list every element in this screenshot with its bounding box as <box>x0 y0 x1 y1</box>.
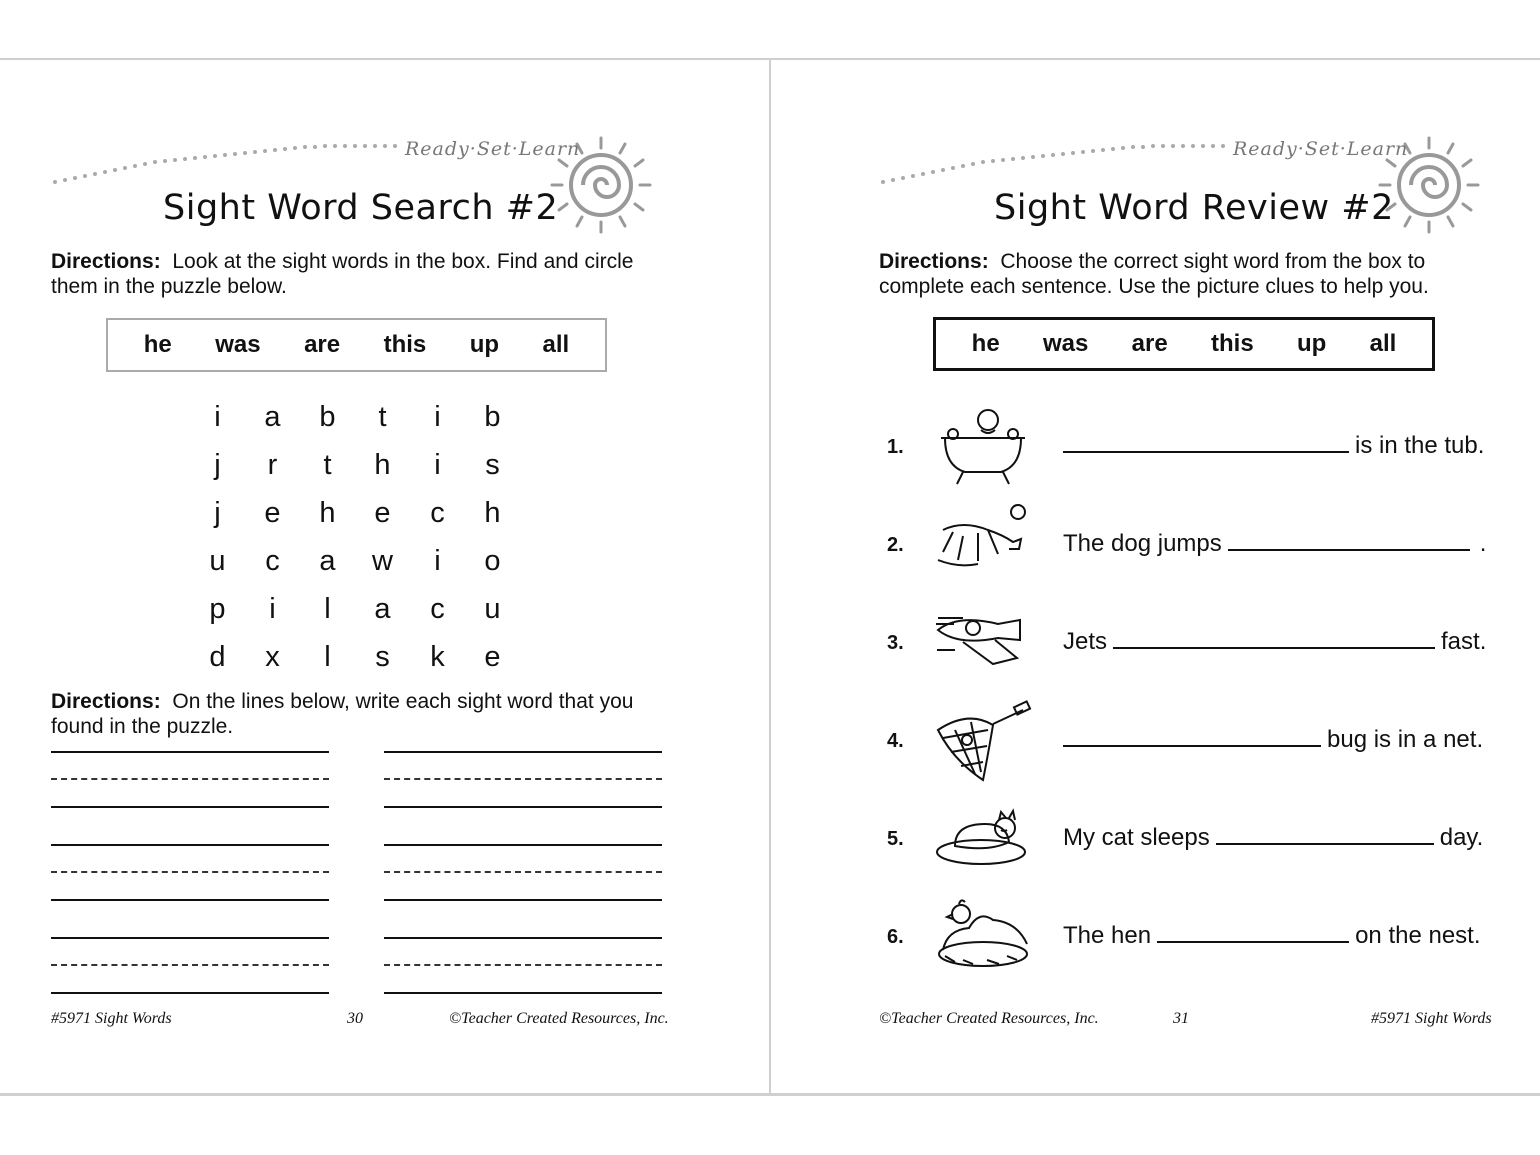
answer-blank[interactable] <box>1228 531 1470 551</box>
word-up: up <box>1297 330 1327 357</box>
puzzle-letter[interactable]: i <box>214 400 221 433</box>
question-row <box>828 900 1498 990</box>
puzzle-letter[interactable]: e <box>374 496 391 529</box>
answer-blank[interactable] <box>1063 727 1321 747</box>
writing-line-top[interactable] <box>51 844 329 846</box>
sentence-before: The dog jumps <box>1063 530 1222 557</box>
puzzle-letter[interactable]: d <box>209 640 226 673</box>
brand-logo-text: Ready·Set·Learn <box>405 138 581 160</box>
puzzle-letter[interactable]: t <box>378 400 387 433</box>
writing-line-mid <box>51 964 329 966</box>
left-page <box>0 60 700 1090</box>
footer-product: #5971 Sight Words <box>1371 1010 1492 1027</box>
writing-line-base <box>51 806 329 808</box>
word-was: was <box>215 331 261 358</box>
bug-net-icon <box>933 700 1033 790</box>
puzzle-row <box>190 633 520 681</box>
word-he: he <box>971 330 1000 357</box>
puzzle-letter[interactable]: r <box>267 448 278 481</box>
writing-line-mid <box>51 871 329 873</box>
word-box <box>933 317 1435 371</box>
sentence-after: day. <box>1439 824 1484 851</box>
puzzle-letter[interactable]: i <box>269 592 276 625</box>
writing-line-base <box>384 992 662 994</box>
puzzle-letter[interactable]: c <box>430 592 445 625</box>
page-title: Sight Word Review #2 <box>994 188 1394 228</box>
puzzle-letter[interactable]: e <box>264 496 281 529</box>
word-he: he <box>143 331 172 358</box>
puzzle-letter[interactable]: b <box>319 400 336 433</box>
answer-blank[interactable] <box>1216 825 1434 845</box>
question-sentence <box>1063 628 1486 656</box>
word-this: this <box>1211 330 1254 357</box>
puzzle-letter[interactable]: e <box>484 640 501 673</box>
puzzle-letter[interactable]: c <box>430 496 445 529</box>
puzzle-letter[interactable]: h <box>374 448 391 481</box>
puzzle-letter[interactable]: s <box>485 448 500 481</box>
word-box <box>106 318 607 372</box>
question-sentence <box>1063 824 1483 852</box>
right-page <box>828 60 1528 1090</box>
writing-line-top[interactable] <box>51 937 329 939</box>
footer-publisher: ©Teacher Created Resources, Inc. <box>879 1010 1099 1027</box>
jet-icon <box>933 600 1033 690</box>
question-number: 2. <box>887 534 904 556</box>
puzzle-letter[interactable]: h <box>484 496 501 529</box>
sentence-after: fast. <box>1441 628 1487 655</box>
sentence-before: The hen <box>1063 922 1152 949</box>
word-all: all <box>1369 330 1397 357</box>
writing-line-top[interactable] <box>384 844 662 846</box>
puzzle-letter[interactable]: t <box>323 448 332 481</box>
puzzle-letter[interactable]: w <box>372 544 393 577</box>
directions-text: Choose the correct sight word from the box to complete each sentence. Use the picture clues to help you. <box>879 250 1429 298</box>
sentence-before: My cat sleeps <box>1063 824 1210 851</box>
puzzle-letter[interactable]: l <box>324 640 331 673</box>
question-row <box>828 800 1498 890</box>
puzzle-letter[interactable]: x <box>265 640 280 673</box>
puzzle-row <box>190 489 520 537</box>
puzzle-letter[interactable]: a <box>319 544 336 577</box>
question-sentence <box>1063 530 1486 558</box>
writing-line-top[interactable] <box>51 751 329 753</box>
writing-line-top[interactable] <box>384 937 662 939</box>
puzzle-letter[interactable]: s <box>375 640 390 673</box>
puzzle-letter[interactable]: b <box>484 400 501 433</box>
puzzle-letter[interactable]: a <box>264 400 281 433</box>
puzzle-letter[interactable]: l <box>324 592 331 625</box>
word-are: are <box>304 331 341 358</box>
footer-page-number: 31 <box>1173 1010 1189 1027</box>
sentence-after: . <box>1479 530 1487 557</box>
question-row <box>828 400 1498 490</box>
puzzle-row <box>190 537 520 585</box>
question-number: 3. <box>887 632 904 654</box>
answer-blank[interactable] <box>1063 433 1349 453</box>
writing-line-mid <box>51 778 329 780</box>
page-gutter <box>769 58 771 1096</box>
puzzle-letter[interactable]: j <box>214 496 221 529</box>
answer-blank[interactable] <box>1157 923 1349 943</box>
question-sentence <box>1063 726 1483 754</box>
answer-blank[interactable] <box>1113 629 1435 649</box>
writing-line-mid <box>384 778 662 780</box>
question-number: 5. <box>887 828 904 850</box>
writing-line-mid <box>384 964 662 966</box>
writing-line-mid <box>384 871 662 873</box>
puzzle-letter[interactable]: h <box>319 496 336 529</box>
footer-publisher: ©Teacher Created Resources, Inc. <box>449 1010 669 1027</box>
puzzle-letter[interactable]: k <box>430 640 445 673</box>
word-all: all <box>542 331 570 358</box>
puzzle-letter[interactable]: j <box>214 448 221 481</box>
directions-search <box>51 249 681 299</box>
footer-page-number: 30 <box>347 1010 363 1027</box>
puzzle-row <box>190 393 520 441</box>
brand-logo-text: Ready·Set·Learn <box>1233 138 1409 160</box>
directions-text: Look at the sight words in the box. Find and circle them in the puzzle below. <box>51 250 634 298</box>
puzzle-letter[interactable]: c <box>265 544 280 577</box>
puzzle-letter[interactable]: i <box>434 544 441 577</box>
puzzle-row <box>190 585 520 633</box>
question-sentence <box>1063 922 1481 950</box>
word-up: up <box>469 331 500 358</box>
directions-text: On the lines below, write each sight word that you found in the puzzle. <box>51 690 634 738</box>
question-row <box>828 600 1498 690</box>
question-sentence <box>1063 432 1484 460</box>
writing-line-base <box>384 899 662 901</box>
question-number: 4. <box>887 730 904 752</box>
puzzle-letter[interactable]: p <box>209 592 226 625</box>
puzzle-letter[interactable]: i <box>434 448 441 481</box>
directions-label: Directions: <box>879 250 989 273</box>
puzzle-letter[interactable]: a <box>374 592 391 625</box>
writing-line-base <box>51 992 329 994</box>
question-row <box>828 700 1498 790</box>
page-title: Sight Word Search #2 <box>163 188 559 228</box>
hen-nest-icon <box>933 894 1033 984</box>
footer-product: #5971 Sight Words <box>51 1010 172 1027</box>
question-row <box>828 500 1498 590</box>
directions-write <box>51 689 681 739</box>
bathtub-icon <box>933 400 1033 490</box>
directions-label: Directions: <box>51 690 161 713</box>
jumping-dog-icon <box>933 500 1033 590</box>
word-search-puzzle <box>190 393 520 681</box>
writing-line-base <box>384 806 662 808</box>
writing-line-base <box>51 899 329 901</box>
puzzle-letter[interactable]: u <box>209 544 226 577</box>
puzzle-row <box>190 441 520 489</box>
sentence-after: bug is in a net. <box>1327 726 1484 753</box>
sentence-before: Jets <box>1063 628 1108 655</box>
sleeping-cat-icon <box>933 800 1033 890</box>
sentence-after: is in the tub. <box>1355 432 1485 459</box>
writing-line-top[interactable] <box>384 751 662 753</box>
question-number: 1. <box>887 436 904 458</box>
directions-label: Directions: <box>51 250 161 273</box>
word-this: this <box>383 331 427 358</box>
word-was: was <box>1042 330 1089 357</box>
word-are: are <box>1131 330 1168 357</box>
puzzle-letter[interactable]: u <box>484 592 501 625</box>
directions-review <box>879 249 1499 299</box>
puzzle-letter[interactable]: i <box>434 400 441 433</box>
sentence-after: on the nest. <box>1355 922 1481 949</box>
puzzle-letter[interactable]: o <box>484 544 501 577</box>
question-number: 6. <box>887 926 904 948</box>
